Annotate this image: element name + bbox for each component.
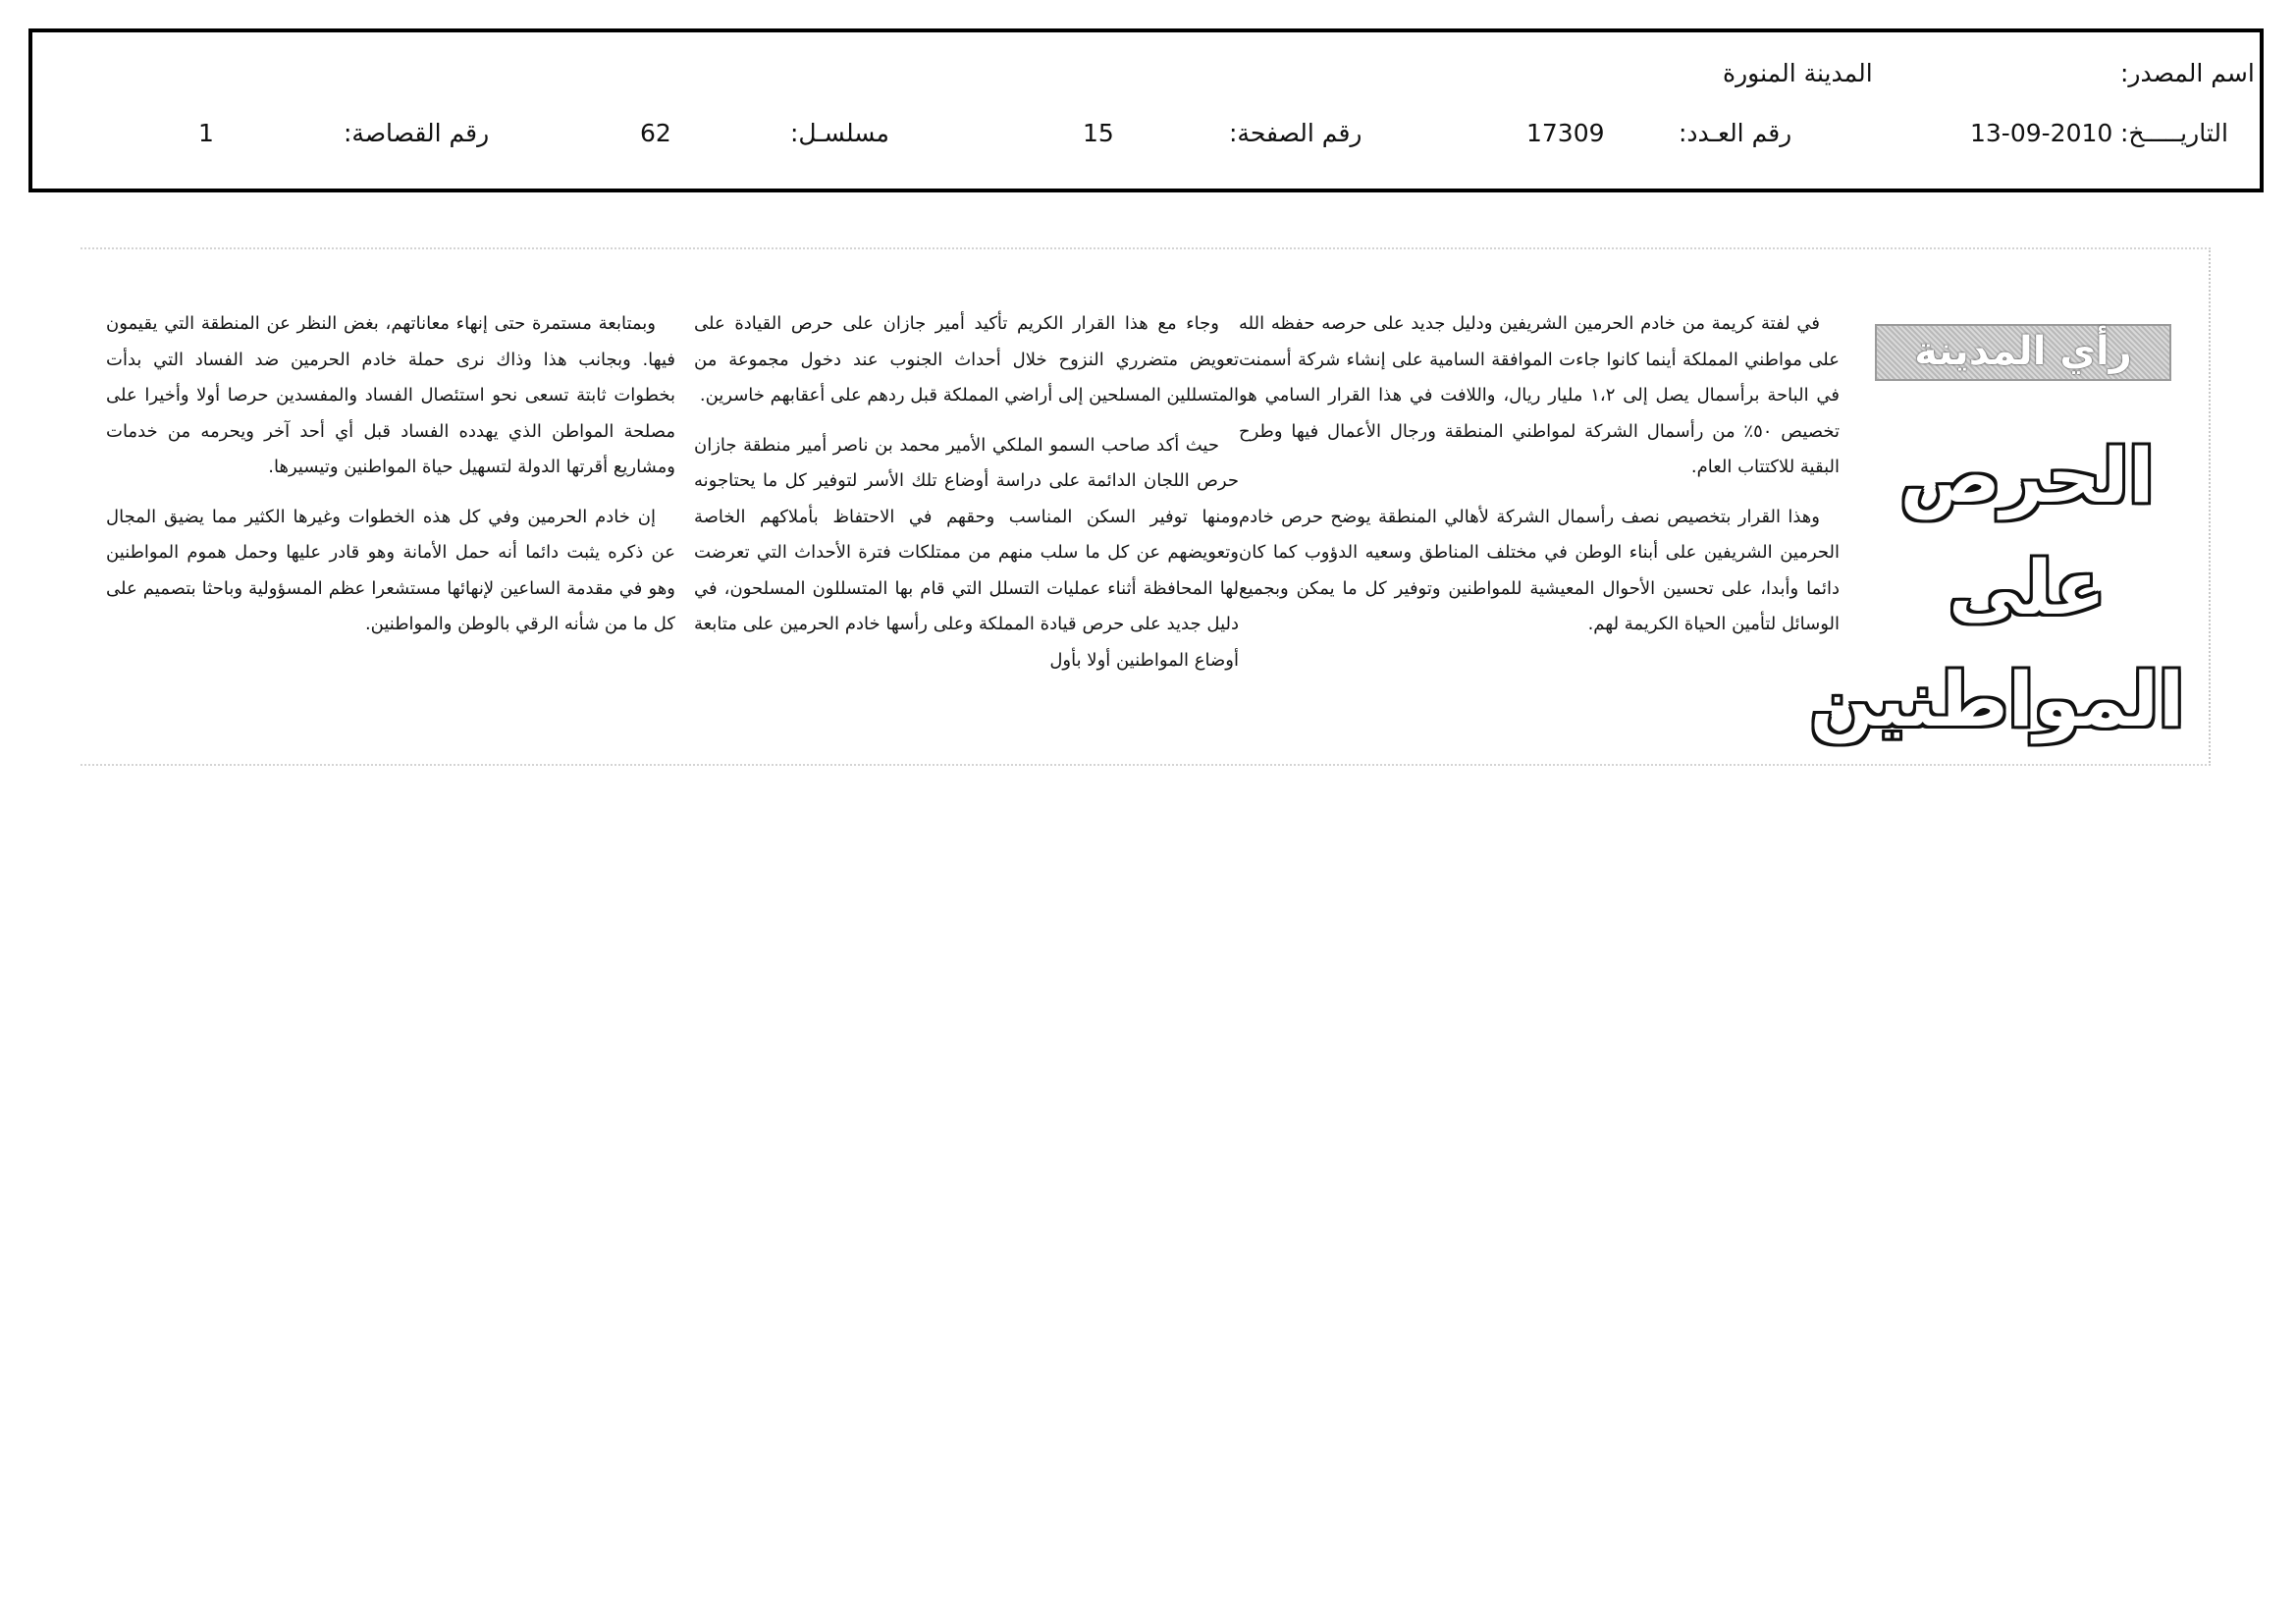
article-column-1 bbox=[1239, 306, 1840, 657]
clip-value: 1 bbox=[198, 119, 214, 147]
page-value: 15 bbox=[1083, 119, 1114, 147]
date-label: التاريـــــخ: bbox=[2120, 119, 2228, 147]
issue-label: رقم العـدد: bbox=[1679, 119, 1792, 147]
source-label: اسم المصدر: bbox=[2120, 59, 2255, 87]
issue-value: 17309 bbox=[1526, 119, 1605, 147]
article-column-3 bbox=[106, 306, 675, 657]
article-paragraph: وهذا القرار بتخصيص نصف رأسمال الشركة لأهالي المنطقة يوضح حرص خادم الحرمين الشريفين على أبناء الوطن في مختلف المناطق وسعيه الدؤوب كما كان دائما وأبدا، على تحسين الأحوال المعيشية للمواطنين وتوفير كل ما يمكن وبجميع الوسائل لتأمين الحياة الكريمة لهم. bbox=[1239, 506, 1840, 634]
article-paragraph: إن خادم الحرمين وفي كل هذه الخطوات وغيرها الكثير مما يضيق المجال عن ذكره يثبت دائما أنه حمل الأمانة وهو قادر عليها وحمل هموم المواطنين وهو في مقدمة الساعين لإنهائها مستشعرا عظم المسؤولية وباحثا بتصميم على كل ما من شأنه الرقي بالوطن والمواطنين. bbox=[106, 506, 675, 634]
date-value: 13-09-2010 bbox=[1970, 119, 2113, 147]
article-paragraph: في لفتة كريمة من خادم الحرمين الشريفين ودليل جديد على حرصه حفظه الله على مواطني المملكة أينما كانوا جاءت الموافقة السامية على إنشاء شركة أسمنت في الباحة برأسمال يصل إلى ١،٢ مليار ريال، واللافت في هذا القرار السامي هو تخصيص ٥٠٪ من رأسمال الشركة لمواطني المنطقة ورجال الأعمال فيها وطرح البقية للاكتتاب العام. bbox=[1239, 313, 1840, 477]
serial-label: مسلسـل: bbox=[790, 119, 889, 147]
section-tag: رأي المدينة bbox=[1875, 324, 2171, 381]
serial-value: 62 bbox=[640, 119, 671, 147]
headline-line: الحرص bbox=[1899, 432, 2155, 519]
article-headline bbox=[1809, 420, 2184, 756]
clip-label: رقم القصاصة: bbox=[344, 119, 490, 147]
headline-line: على bbox=[1949, 544, 2106, 631]
headline-line: المواطنين bbox=[1809, 656, 2184, 743]
source-value: المدينة المنورة bbox=[1723, 59, 1873, 87]
article-column-2 bbox=[694, 306, 1239, 692]
article-paragraph: حيث أكد صاحب السمو الملكي الأمير محمد بن ناصر أمير منطقة جازان حرص اللجان الدائمة على دراسة أوضاع تلك الأسر لتوفير كل ما يحتاجونه ومنها توفير السكن المناسب وحقهم في الاحتفاظ بأملاكهم الخاصة وتعويضهم عن كل ما سلب منهم من ممتلكات فترة الأحداث التي تعرضت لها المحافظة أثناء عمليات التسلل التي قام بها المتسللون المسلحون، في دليل جديد على حرص قيادة المملكة وعلى رأسها خادم الحرمين على متابعة أوضاع المواطنين أولا بأول bbox=[694, 434, 1239, 671]
clipping-header-box bbox=[28, 28, 2264, 192]
article-paragraph: وجاء مع هذا القرار الكريم تأكيد أمير جازان على حرص القيادة على تعويض متضرري النزوح خلال أحداث الجنوب عند دخول مجموعة من المتسللين المسلحين إلى أراضي المملكة قبل ردهم على أعقابهم خاسرين. bbox=[694, 313, 1239, 406]
article-paragraph: وبمتابعة مستمرة حتى إنهاء معاناتهم، بغض النظر عن المنطقة التي يقيمون فيها. وبجانب هذا وذاك نرى حملة خادم الحرمين ضد الفساد التي بدأت بخطوات ثابتة تسعى نحو استئصال الفساد والمفسدين حرصا أولا وأخيرا على مصلحة المواطن الذي يهدده الفساد قبل أي أحد آخر ويحرمه من خدمات ومشاريع أقرتها الدولة لتسهيل حياة المواطنين وتيسيرها. bbox=[106, 313, 675, 477]
page-label: رقم الصفحة: bbox=[1229, 119, 1362, 147]
